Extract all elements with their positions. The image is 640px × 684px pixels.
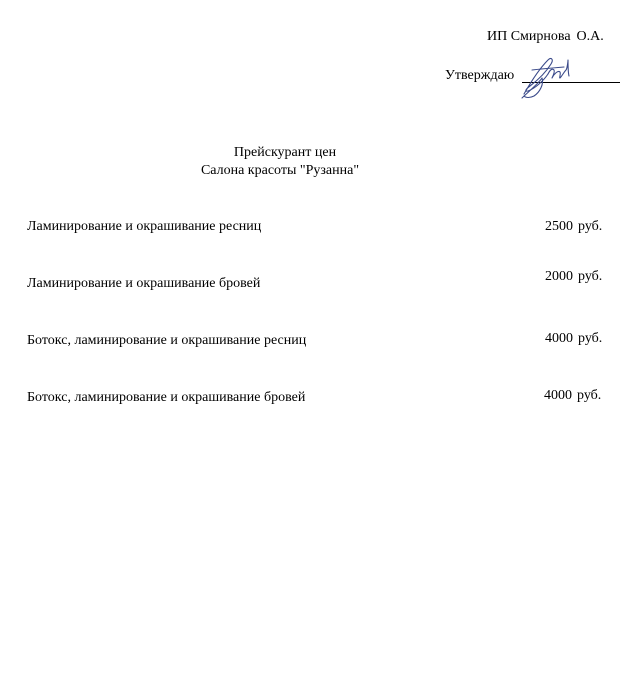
service-name: Ботокс, ламинирование и окрашивание ресниц: [27, 333, 307, 348]
signature-image: [518, 50, 582, 102]
service-name: Ботокс, ламинирование и окрашивание бровей: [27, 390, 306, 405]
price-currency: руб.: [577, 388, 602, 403]
price-value: 2000: [545, 269, 573, 284]
service-price: [545, 331, 602, 347]
price-currency: руб.: [578, 331, 603, 346]
service-name: Ламинирование и окрашивание бровей: [27, 276, 261, 291]
price-currency: руб.: [578, 219, 603, 234]
salon-name: Салона красоты "Рузанна": [200, 163, 360, 178]
owner-initials: О.А.: [576, 29, 604, 44]
price-value: 4000: [544, 388, 572, 403]
owner-name: ИП Смирнова: [487, 29, 571, 44]
price-currency: руб.: [578, 269, 603, 284]
document-title: Прейскурант цен: [233, 145, 337, 160]
price-value: 2500: [545, 219, 573, 234]
service-price: [545, 219, 602, 235]
approve-label: Утверждаю: [445, 68, 515, 83]
price-value: 4000: [545, 331, 573, 346]
service-price: [545, 269, 602, 285]
service-price: [544, 388, 601, 404]
owner-line: [487, 29, 604, 45]
service-name: Ламинирование и окрашивание ресниц: [27, 219, 262, 234]
